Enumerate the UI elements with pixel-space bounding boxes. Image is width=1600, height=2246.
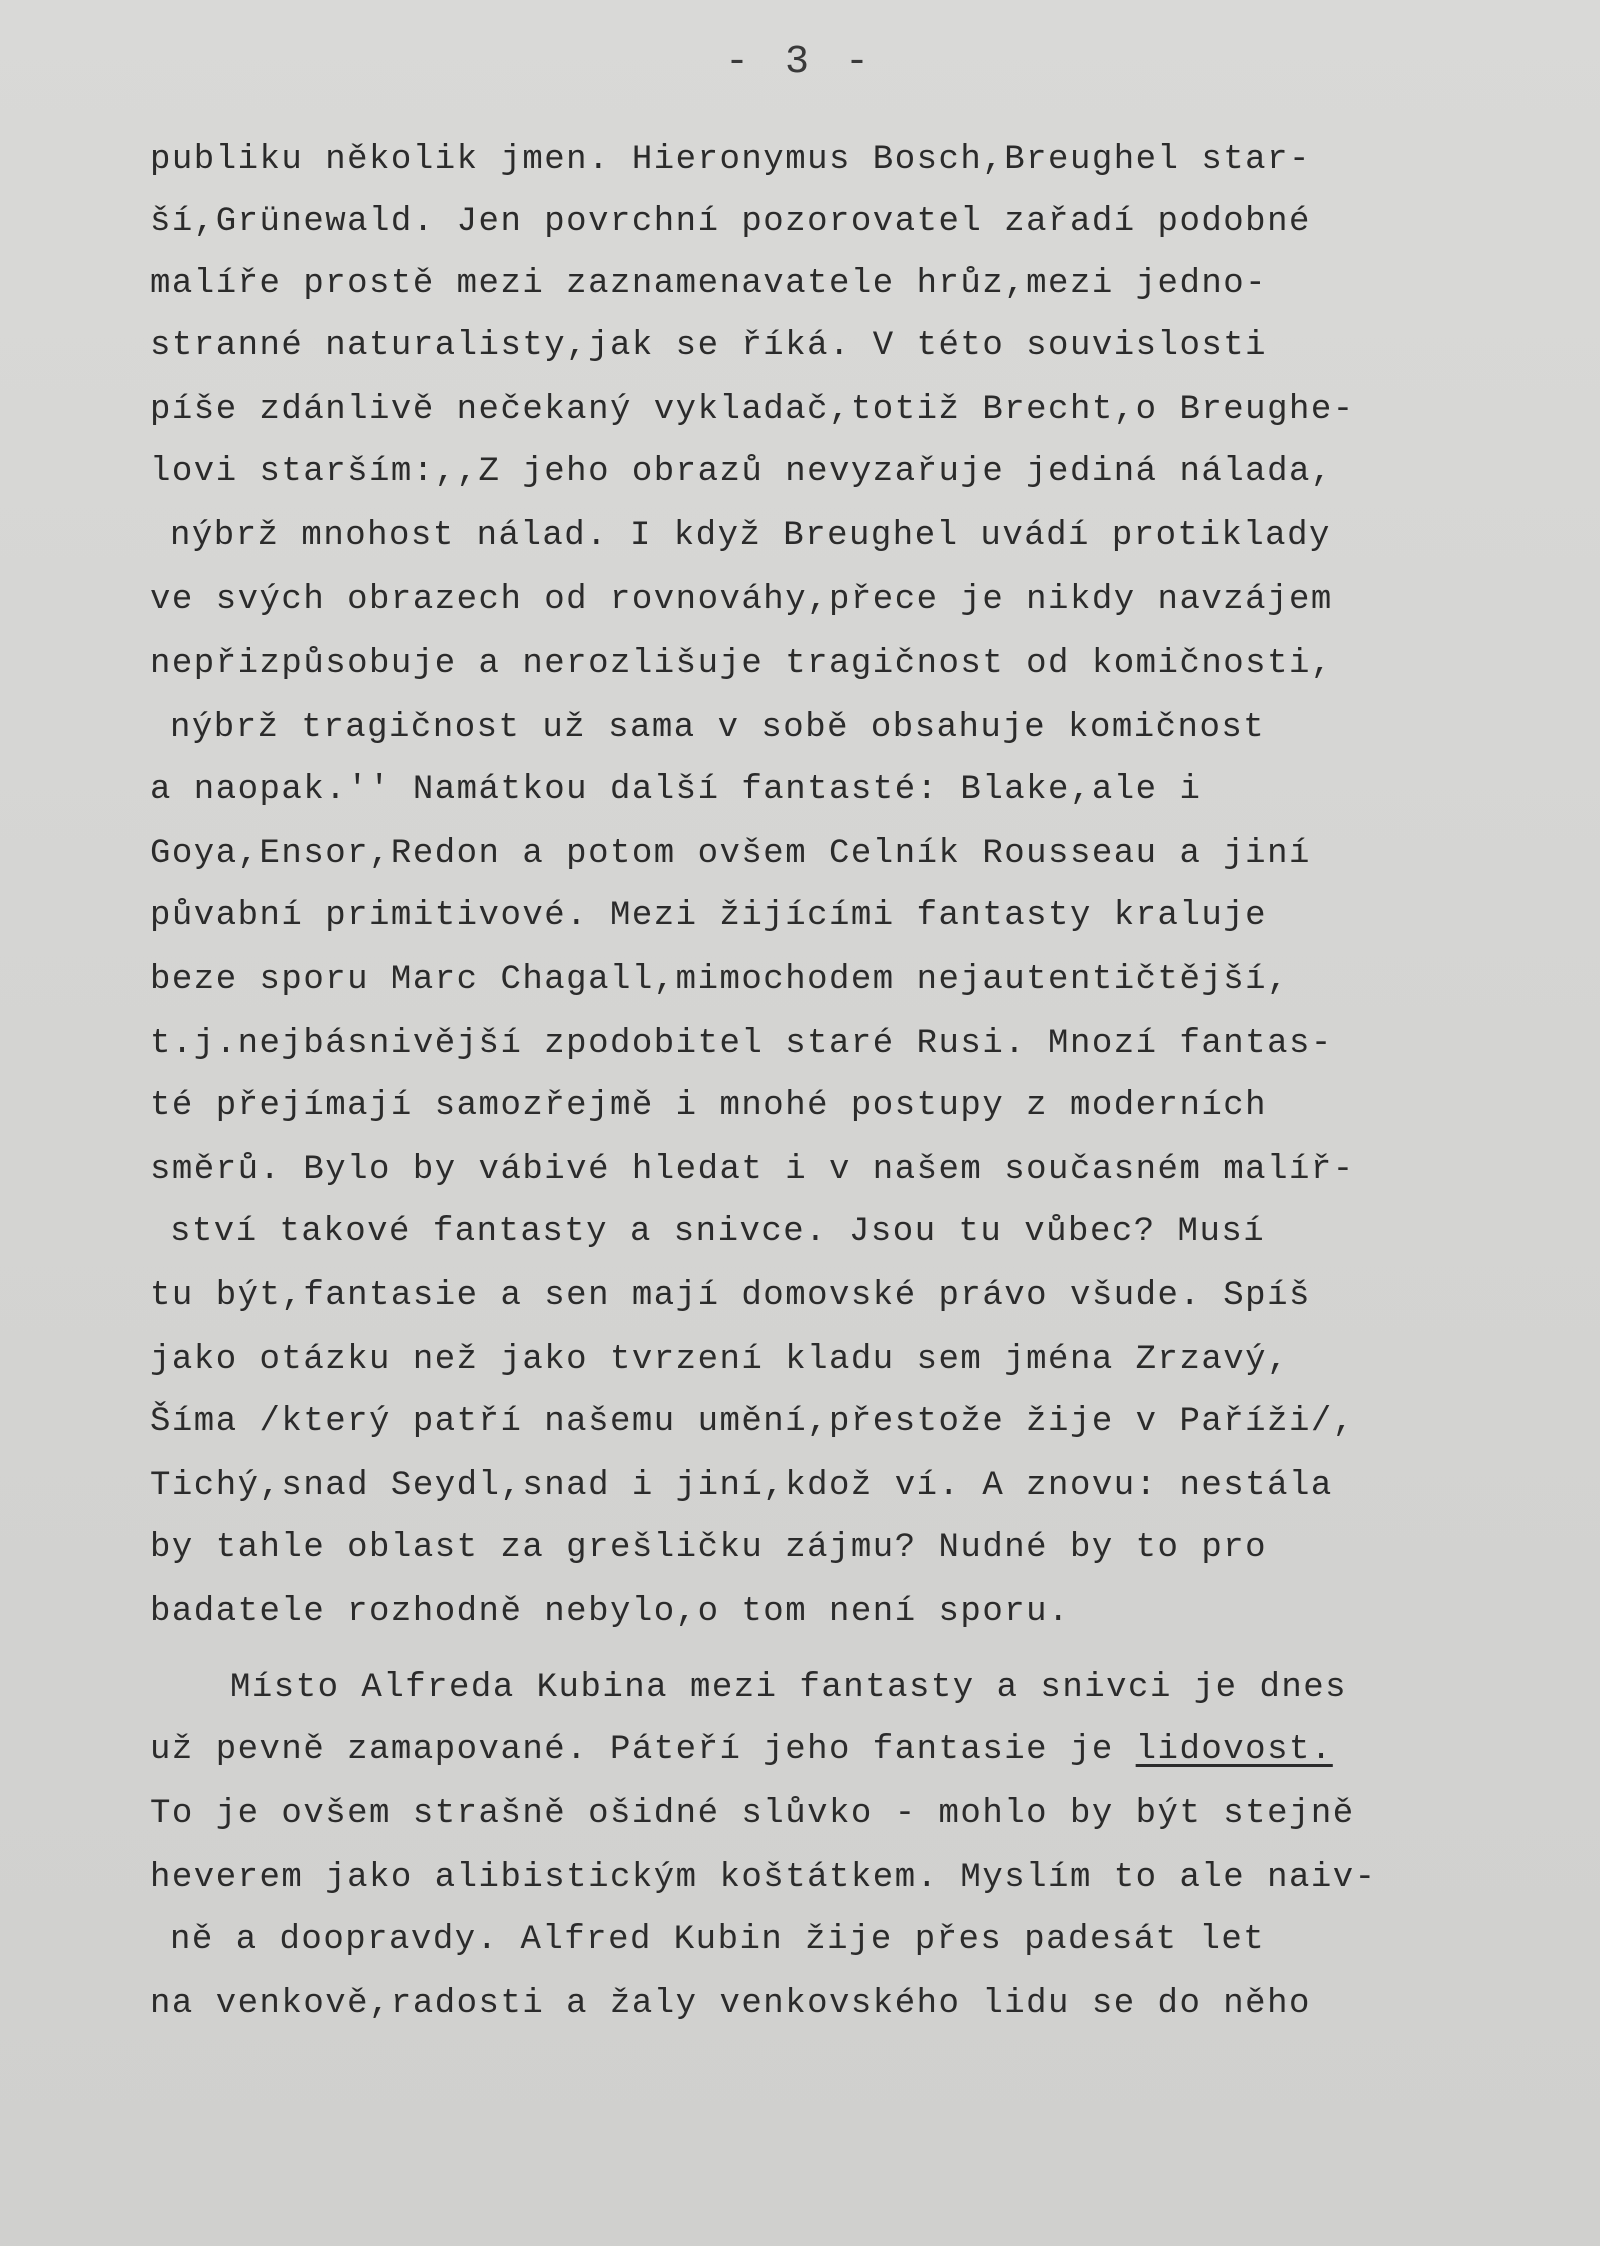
text-line: na venkově,radosti a žaly venkovského lidu se do něho — [150, 1985, 1311, 2023]
text-line: beze sporu Marc Chagall,mimochodem nejautentičtější, — [150, 961, 1289, 999]
text-line: tu být,fantasie a sen mají domovské právo všude. Spíš — [150, 1277, 1311, 1315]
text-line: ší,Grünewald. Jen povrchní pozorovatel zařadí podobné — [150, 203, 1311, 241]
text-line: ně a doopravdy. Alfred Kubin žije přes padesát let — [170, 1921, 1266, 1959]
text-line: publiku několik jmen. Hieronymus Bosch,Breughel star- — [150, 141, 1311, 179]
text-line: t.j.nejbásnivější zpodobitel staré Rusi. Mnozí fantas- — [150, 1025, 1333, 1063]
text-line: badatele rozhodně nebylo,o tom není sporu. — [150, 1593, 1070, 1631]
text-line — [150, 1730, 1333, 1770]
text-line: píše zdánlivě nečekaný vykladač,totiž Brecht,o Breughe- — [150, 391, 1355, 429]
text-line: lovi starším:,,Z jeho obrazů nevyzařuje jediná nálada, — [150, 453, 1333, 491]
text-line: ství takové fantasty a snivce. Jsou tu vůbec? Musí — [170, 1213, 1266, 1251]
text-line: Místo Alfreda Kubina mezi fantasty a snivci je dnes — [230, 1669, 1348, 1707]
text-line: Šíma /který patří našemu umění,přestože žije v Paříži/, — [150, 1403, 1355, 1441]
page-number: - 3 - — [724, 40, 876, 85]
text-line: To je ovšem strašně ošidné slůvko - mohlo by být stejně — [150, 1795, 1355, 1833]
text-line: Goya,Ensor,Redon a potom ovšem Celník Rousseau a jiní — [150, 835, 1311, 873]
text-line: Tichý,snad Seydl,snad i jiní,kdož ví. A znovu: nestála — [150, 1467, 1333, 1505]
text-line: nýbrž mnohost nálad. I když Breughel uvádí protiklady — [170, 517, 1331, 555]
text-line: půvabní primitivové. Mezi žijícími fantasty kraluje — [150, 897, 1268, 935]
text-line: a naopak.'' Namátkou další fantasté: Blake,ale i — [150, 771, 1202, 809]
text-line: stranné naturalisty,jak se říká. V této souvislosti — [150, 327, 1268, 365]
text-line: směrů. Bylo by vábivé hledat i v našem současném malíř- — [150, 1151, 1355, 1189]
text-line: jako otázku než jako tvrzení kladu sem jména Zrzavý, — [150, 1341, 1289, 1379]
text-line: by tahle oblast za grešličku zájmu? Nudné by to pro — [150, 1529, 1268, 1567]
emphasized-word: lidovost. — [1135, 1731, 1333, 1769]
text-line: nepřizpůsobuje a nerozlišuje tragičnost od komičnosti, — [150, 645, 1333, 683]
text-line: ve svých obrazech od rovnováhy,přece je nikdy navzájem — [150, 581, 1333, 619]
text-line-part: už pevně zamapované. Páteří jeho fantasie je — [150, 1731, 1136, 1769]
text-line: heverem jako alibistickým koštátkem. Myslím to ale naiv- — [150, 1859, 1377, 1897]
text-line: malíře prostě mezi zaznamenavatele hrůz,mezi jedno- — [150, 265, 1268, 303]
text-line: té přejímají samozřejmě i mnohé postupy z moderních — [150, 1087, 1268, 1125]
text-line: nýbrž tragičnost už sama v sobě obsahuje komičnost — [170, 709, 1266, 747]
